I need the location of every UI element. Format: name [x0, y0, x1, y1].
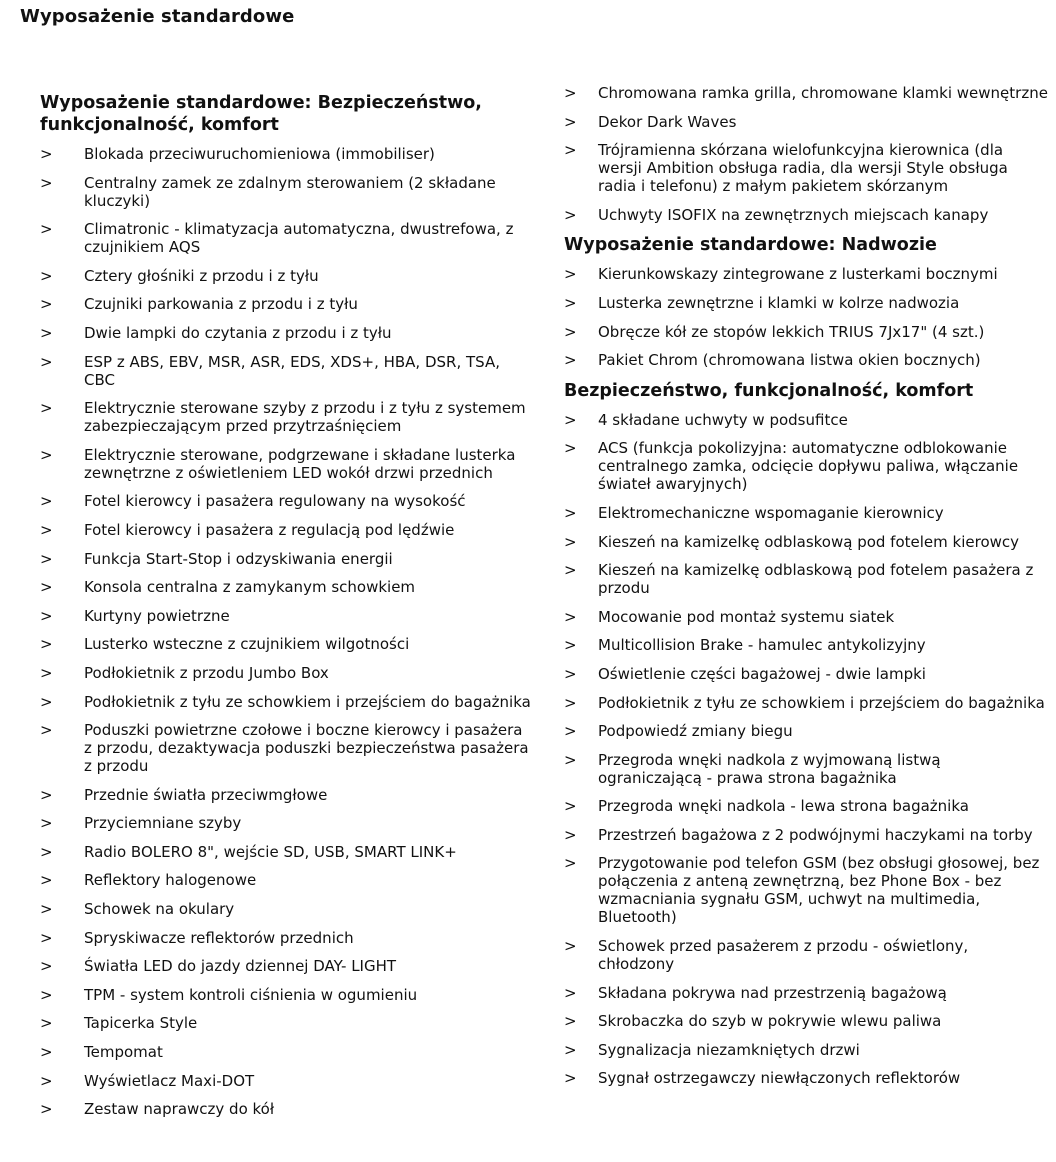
list-item	[40, 220, 535, 256]
bullet-arrow-icon: >	[40, 323, 53, 342]
bullet-arrow-icon: >	[564, 983, 577, 1002]
bullet-arrow-icon: >	[564, 410, 577, 429]
list-item	[564, 937, 1049, 973]
list-item-text: Climatronic - klimatyzacja automatyczna, dwustrefowa, z czujnikiem AQS	[84, 220, 514, 257]
list-item-text: Sygnał ostrzegawczy niewłączonych reflektorów	[598, 1069, 961, 1088]
list-item	[40, 1014, 535, 1032]
list-item-text: Obręcze kół ze stopów lekkich TRIUS 7Jx17" (4 szt.)	[598, 322, 985, 341]
list-item	[40, 492, 535, 510]
bullet-arrow-icon: >	[40, 928, 53, 947]
list-item	[564, 113, 1049, 131]
list-item-text: Schowek na okulary	[84, 900, 235, 919]
list-item	[40, 843, 535, 861]
bullet-arrow-icon: >	[40, 871, 53, 890]
bullet-arrow-icon: >	[40, 814, 53, 833]
list-item	[564, 323, 1049, 341]
bullet-arrow-icon: >	[564, 825, 577, 844]
bullet-arrow-icon: >	[564, 750, 577, 769]
bullet-arrow-icon: >	[564, 1012, 577, 1031]
bullet-arrow-icon: >	[564, 1069, 577, 1088]
list-item-text: Elektromechaniczne wspomaganie kierownicy	[598, 503, 944, 522]
bullet-arrow-icon: >	[564, 351, 577, 370]
list-item-text: Pakiet Chrom (chromowana listwa okien bocznych)	[598, 351, 981, 370]
list-item-text: Tapicerka Style	[84, 1014, 198, 1033]
list-item	[40, 1072, 535, 1090]
list-item-text: Dwie lampki do czytania z przodu i z tyłu	[84, 323, 392, 342]
list-item-text: Radio BOLERO 8", wejście SD, USB, SMART LINK+	[84, 842, 457, 861]
list-item	[40, 145, 535, 163]
bullet-arrow-icon: >	[40, 1014, 53, 1033]
list-item	[564, 561, 1049, 597]
list-item-text: Lusterka zewnętrzne i klamki w kolrze nadwozia	[598, 293, 960, 312]
bullet-arrow-icon: >	[40, 266, 53, 285]
bullet-arrow-icon: >	[40, 635, 53, 654]
right-column	[564, 84, 1049, 1098]
list-item-text: Lusterko wsteczne z czujnikiem wilgotności	[84, 635, 410, 654]
list-item	[40, 786, 535, 804]
bullet-arrow-icon: >	[40, 295, 53, 314]
list-item-text: Elektrycznie sterowane szyby z przodu i z tyłu z systemem zabezpieczającym przed przytrzaśnięciem	[84, 399, 526, 436]
list-item-text: Kierunkowskazy zintegrowane z lusterkami bocznymi	[598, 265, 998, 284]
list-item-text: TPM - system kontroli ciśnienia w ogumieniu	[84, 985, 418, 1004]
list-item	[564, 504, 1049, 522]
list-item	[40, 635, 535, 653]
bullet-arrow-icon: >	[40, 985, 53, 1004]
list-item	[564, 984, 1049, 1002]
bullet-arrow-icon: >	[564, 141, 577, 160]
bullet-arrow-icon: >	[564, 532, 577, 551]
list-item	[40, 353, 535, 389]
list-item	[564, 265, 1049, 283]
bullet-arrow-icon: >	[564, 722, 577, 741]
list-item-text: Przednie światła przeciwmgłowe	[84, 785, 328, 804]
bullet-arrow-icon: >	[40, 1100, 53, 1119]
bullet-arrow-icon: >	[40, 173, 53, 192]
list-item-text: Składana pokrywa nad przestrzenią bagażową	[598, 983, 947, 1002]
list-item-text: ACS (funkcja pokolizyjna: automatyczne odblokowanie centralnego zamka, odcięcie dopływu paliwa, włączanie świateł awaryjnych)	[598, 439, 1019, 494]
list-item	[564, 533, 1049, 551]
bullet-arrow-icon: >	[564, 854, 577, 873]
bullet-arrow-icon: >	[40, 492, 53, 511]
list-item-text: Podłokietnik z tyłu ze schowkiem i przejściem do bagażnika	[84, 692, 531, 711]
list-item	[40, 929, 535, 947]
list-item	[564, 439, 1049, 493]
list-item-text: Fotel kierowcy i pasażera z regulacją pod lędźwie	[84, 520, 455, 539]
list-item-text: Konsola centralna z zamykanym schowkiem	[84, 578, 416, 597]
list-item-text: Fotel kierowcy i pasażera regulowany na wysokość	[84, 492, 466, 511]
list-item	[564, 351, 1049, 369]
bullet-arrow-icon: >	[40, 1071, 53, 1090]
bullet-arrow-icon: >	[564, 205, 577, 224]
list-item	[564, 694, 1049, 712]
list-item-text: Światła LED do jazdy dziennej DAY- LIGHT	[84, 957, 397, 976]
list-item	[564, 1041, 1049, 1059]
bullet-arrow-icon: >	[40, 785, 53, 804]
list-item-text: Kurtyny powietrzne	[84, 606, 230, 625]
list-item	[40, 578, 535, 596]
list-item-text: Blokada przeciwuruchomieniowa (immobiliser)	[84, 145, 435, 163]
bullet-arrow-icon: >	[564, 265, 577, 284]
bullet-arrow-icon: >	[40, 842, 53, 861]
list-item	[40, 693, 535, 711]
equipment-list	[564, 411, 1049, 1088]
list-item-text: Czujniki parkowania z przodu i z tyłu	[84, 295, 358, 314]
bullet-arrow-icon: >	[40, 692, 53, 711]
list-item	[40, 295, 535, 313]
list-item-text: Podpowiedź zmiany biegu	[598, 722, 793, 741]
list-item	[40, 721, 535, 775]
list-item-text: Chromowana ramka grilla, chromowane klamki wewnętrzne	[598, 84, 1048, 102]
list-item	[564, 84, 1049, 102]
list-item	[40, 174, 535, 210]
bullet-arrow-icon: >	[564, 84, 577, 102]
bullet-arrow-icon: >	[40, 578, 53, 597]
list-item	[564, 722, 1049, 740]
bullet-arrow-icon: >	[40, 663, 53, 682]
list-item	[40, 399, 535, 435]
bullet-arrow-icon: >	[40, 549, 53, 568]
list-item-text: Tempomat	[84, 1043, 163, 1062]
list-item	[40, 550, 535, 568]
list-item	[564, 636, 1049, 654]
list-item	[40, 324, 535, 342]
list-item	[40, 986, 535, 1004]
bullet-arrow-icon: >	[40, 145, 53, 163]
list-item-text: Centralny zamek ze zdalnym sterowaniem (2 składane kluczyki)	[84, 173, 496, 210]
list-item-text: 4 składane uchwyty w podsufitce	[598, 410, 848, 429]
list-item-text: Uchwyty ISOFIX na zewnętrznych miejscach kanapy	[598, 205, 989, 224]
bullet-arrow-icon: >	[564, 439, 577, 458]
section-title: Bezpieczeństwo, funkcjonalność, komfort	[564, 380, 974, 401]
list-item	[40, 267, 535, 285]
list-item	[40, 814, 535, 832]
bullet-arrow-icon: >	[40, 520, 53, 539]
page-title: Wyposażenie standardowe	[20, 6, 295, 27]
list-item	[564, 1069, 1049, 1087]
list-item	[564, 141, 1049, 195]
list-item-text: Przegroda wnęki nadkola - lewa strona bagażnika	[598, 797, 969, 816]
list-item-text: Trójramienna skórzana wielofunkcyjna kierownica (dla wersji Ambition obsługa radia, dla wersji Style obsługa radia i telefonu) z małym pakietem skórzanym	[598, 141, 1008, 196]
bullet-arrow-icon: >	[40, 445, 53, 464]
list-item	[40, 664, 535, 682]
list-item-text: ESP z ABS, EBV, MSR, ASR, EDS, XDS+, HBA, DSR, TSA, CBC	[84, 352, 500, 389]
bullet-arrow-icon: >	[564, 503, 577, 522]
bullet-arrow-icon: >	[40, 220, 53, 239]
list-item	[40, 957, 535, 975]
list-item	[564, 826, 1049, 844]
list-item-text: Schowek przed pasażerem z przodu - oświetlony, chłodzony	[598, 937, 969, 974]
list-item	[40, 446, 535, 482]
list-item-text: Dekor Dark Waves	[598, 112, 737, 131]
list-item	[564, 1012, 1049, 1030]
list-item-text: Skrobaczka do szyb w pokrywie wlewu paliwa	[598, 1012, 942, 1031]
list-item	[40, 871, 535, 889]
list-item	[40, 521, 535, 539]
list-item-text: Multicollision Brake - hamulec antykolizyjny	[598, 636, 926, 655]
list-item	[564, 665, 1049, 683]
bullet-arrow-icon: >	[564, 561, 577, 580]
list-item	[564, 294, 1049, 312]
equipment-list	[564, 265, 1049, 369]
bullet-arrow-icon: >	[564, 797, 577, 816]
section-title: Wyposażenie standardowe: Bezpieczeństwo, funkcjonalność, komfort	[40, 93, 482, 135]
list-item-text: Podłokietnik z tyłu ze schowkiem i przejściem do bagażnika	[598, 693, 1045, 712]
list-item-text: Przyciemniane szyby	[84, 814, 242, 833]
list-item	[564, 411, 1049, 429]
bullet-arrow-icon: >	[40, 399, 53, 418]
bullet-arrow-icon: >	[40, 606, 53, 625]
list-item-text: Przestrzeń bagażowa z 2 podwójnymi haczykami na torby	[598, 825, 1033, 844]
list-item-text: Podłokietnik z przodu Jumbo Box	[84, 663, 329, 682]
list-item-text: Mocowanie pod montaż systemu siatek	[598, 607, 895, 626]
section-title: Wyposażenie standardowe: Nadwozie	[564, 235, 937, 256]
bullet-arrow-icon: >	[564, 112, 577, 131]
list-item-text: Funkcja Start-Stop i odzyskiwania energii	[84, 549, 393, 568]
bullet-arrow-icon: >	[40, 957, 53, 976]
list-item-text: Spryskiwacze reflektorów przednich	[84, 928, 354, 947]
list-item-text: Zestaw naprawczy do kół	[84, 1100, 275, 1119]
bullet-arrow-icon: >	[40, 352, 53, 371]
bullet-arrow-icon: >	[564, 664, 577, 683]
bullet-arrow-icon: >	[564, 937, 577, 956]
bullet-arrow-icon: >	[564, 322, 577, 341]
list-item	[564, 206, 1049, 224]
list-item-text: Przegroda wnęki nadkola z wyjmowaną listwą ograniczającą - prawa strona bagażnika	[598, 750, 941, 787]
list-item	[564, 751, 1049, 787]
list-item-text: Kieszeń na kamizelkę odblaskową pod fotelem kierowcy	[598, 532, 1020, 551]
list-item-text: Sygnalizacja niezamkniętych drzwi	[598, 1040, 860, 1059]
list-item-text: Poduszki powietrzne czołowe i boczne kierowcy i pasażera z przodu, dezaktywacja poduszki bezpieczeństwa pasażera z przodu	[84, 721, 529, 776]
list-item	[40, 1100, 535, 1118]
list-item	[40, 900, 535, 918]
bullet-arrow-icon: >	[40, 721, 53, 740]
list-item-text: Oświetlenie części bagażowej - dwie lampki	[598, 664, 926, 683]
bullet-arrow-icon: >	[564, 693, 577, 712]
left-column	[40, 92, 535, 1129]
equipment-list	[40, 145, 535, 1118]
bullet-arrow-icon: >	[564, 293, 577, 312]
list-item-text: Reflektory halogenowe	[84, 871, 257, 890]
list-item-text: Wyświetlacz Maxi-DOT	[84, 1071, 255, 1090]
list-item	[40, 1043, 535, 1061]
list-item	[564, 608, 1049, 626]
equipment-list	[564, 84, 1049, 224]
bullet-arrow-icon: >	[564, 1040, 577, 1059]
list-item	[564, 797, 1049, 815]
list-item	[564, 854, 1049, 926]
bullet-arrow-icon: >	[564, 607, 577, 626]
bullet-arrow-icon: >	[40, 1043, 53, 1062]
list-item-text: Przygotowanie pod telefon GSM (bez obsługi głosowej, bez połączenia z anteną zewnętrzną, bez Phone Box - bez wzmacniania sygnału GSM, uchwyt na multimedia, Bluetooth)	[598, 854, 1040, 927]
list-item-text: Kieszeń na kamizelkę odblaskową pod fotelem pasażera z przodu	[598, 561, 1034, 598]
list-item	[40, 607, 535, 625]
list-item-text: Cztery głośniki z przodu i z tyłu	[84, 266, 319, 285]
list-item-text: Elektrycznie sterowane, podgrzewane i składane lusterka zewnętrzne z oświetleniem LED wokół drzwi przednich	[84, 445, 516, 482]
bullet-arrow-icon: >	[40, 900, 53, 919]
bullet-arrow-icon: >	[564, 636, 577, 655]
